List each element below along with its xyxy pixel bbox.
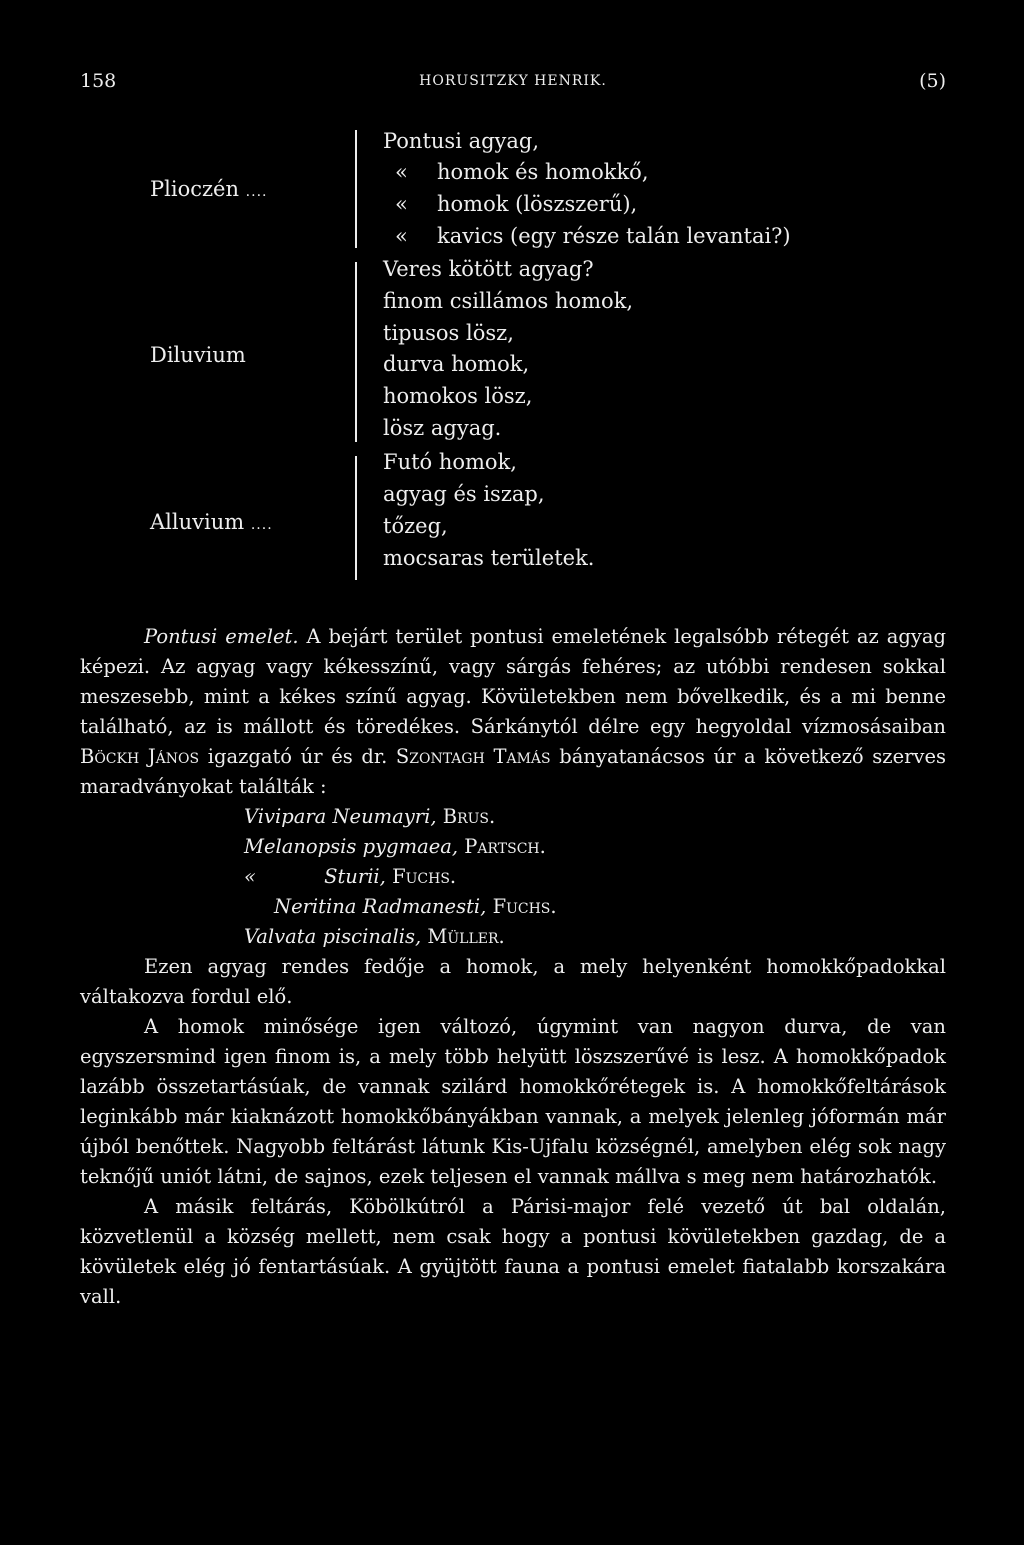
era-diluvium [150, 343, 246, 367]
era-pliocene [150, 177, 267, 201]
layer-diluvium-4: homokos lösz, [383, 384, 533, 408]
layer-diluvium-1: finom csillámos homok, [383, 289, 634, 313]
species-item: « Sturii, Fuchs. [244, 865, 457, 888]
species-item: Valvata piscinalis, Müller. [244, 925, 505, 948]
species-item: Melanopsis pygmaea, Partsch. [244, 835, 546, 858]
layer-diluvium-5: lösz agyag. [383, 416, 502, 440]
era-label: Alluvium [150, 510, 245, 534]
species-item: Neritina Radmanesti, Fuchs. [274, 895, 557, 918]
era-dots: .... [245, 184, 268, 200]
layer-pliocene-3: « kavics (egy része talán levantai?) [395, 224, 791, 248]
layer-alluvium-0: Futó homok, [383, 450, 517, 474]
strata-table [0, 0, 1024, 600]
bracket-pliocene [355, 130, 357, 248]
layer-diluvium-2: tipusos lösz, [383, 321, 514, 345]
person-name: Szontagh Tamás [395, 745, 551, 768]
species-item: Vivipara Neumayri, Brus. [244, 805, 496, 828]
layer-pliocene-1: « homok és homokkő, [395, 160, 649, 184]
era-dots: .... [250, 517, 273, 533]
paragraph-text: igazgató úr és dr. [199, 745, 396, 768]
layer-pliocene-2: « homok (löszszerű), [395, 192, 638, 216]
paragraph-text: A bejárt terület pontusi emeletének legalsóbb rétegét az agyag képezi. Az agyag vagy kékesszínű, vagy sárgás fehéres; az utóbbi rendesen sokkal meszesebb, mint a kékes színű agyag. Kövületekben nem bővelkedik, és a mi benne található, az is mállott és töredékes. Sárkánytól délre egy hegyoldal vízmosásaiban [80, 625, 946, 738]
bracket-diluvium [355, 262, 357, 442]
era-label: Diluvium [150, 343, 246, 367]
person-name: Böckh János [80, 745, 200, 768]
page-number: 158 [80, 70, 117, 92]
paragraph-masik-feltaras: A másik feltárás, Köbölkútról a Párisi-major felé vezető út bal oldalán, közvetlenül a község mellett, nem csak hogy a pontusi kövületekben gazdag, de a kövületek elég jó fentartásúak. A gyüjtött fauna a pontusi emelet fiatalabb korszakára vall. [80, 1195, 946, 1308]
layer-pliocene-0: Pontusi agyag, [383, 129, 540, 153]
running-head-author: HORUSITZKY HENRIK. [419, 73, 607, 89]
section-number: (5) [919, 70, 946, 92]
body-text [80, 622, 946, 1312]
paragraph-homok-minoseg: A homok minősége igen változó, úgymint van nagyon durva, de van egyszersmind igen finom is, a mely több helyütt löszszerűvé is lesz. A homokkőpadok lazább összetartásúak, de vannak szilárd homokkőrétegek is. A homokkőfeltárások leginkább már kiaknázott homokkőbányákban vannak, a melyek jelenleg jóformán már újból benőttek. Nagyobb feltárást látunk Kis-Ujfalu községnél, amelyben elég sok nagy teknőjű uniót látni, de sajnos, ezek teljesen el vannak mállva s meg nem határozhatók. [80, 1015, 946, 1188]
paragraph-pontusi [80, 622, 946, 802]
era-alluvium [150, 510, 273, 534]
bracket-alluvium [355, 456, 357, 580]
species-list [80, 802, 946, 952]
era-label: Plioczén [150, 177, 239, 201]
paragraph-homok-fedo: Ezen agyag rendes fedője a homok, a mely helyenként homokkőpadokkal váltakozva fordul elő. [80, 955, 946, 1008]
layer-alluvium-1: agyag és iszap, [383, 482, 545, 506]
section-heading: Pontusi emelet. [144, 625, 299, 648]
layer-diluvium-3: durva homok, [383, 352, 530, 376]
paragraph-text: bányatanácsos úr a következő szerves maradványokat találták : [80, 745, 946, 798]
layer-diluvium-0: Veres kötött agyag? [383, 257, 594, 281]
layer-alluvium-2: tőzeg, [383, 514, 448, 538]
layer-alluvium-3: mocsaras területek. [383, 546, 595, 570]
